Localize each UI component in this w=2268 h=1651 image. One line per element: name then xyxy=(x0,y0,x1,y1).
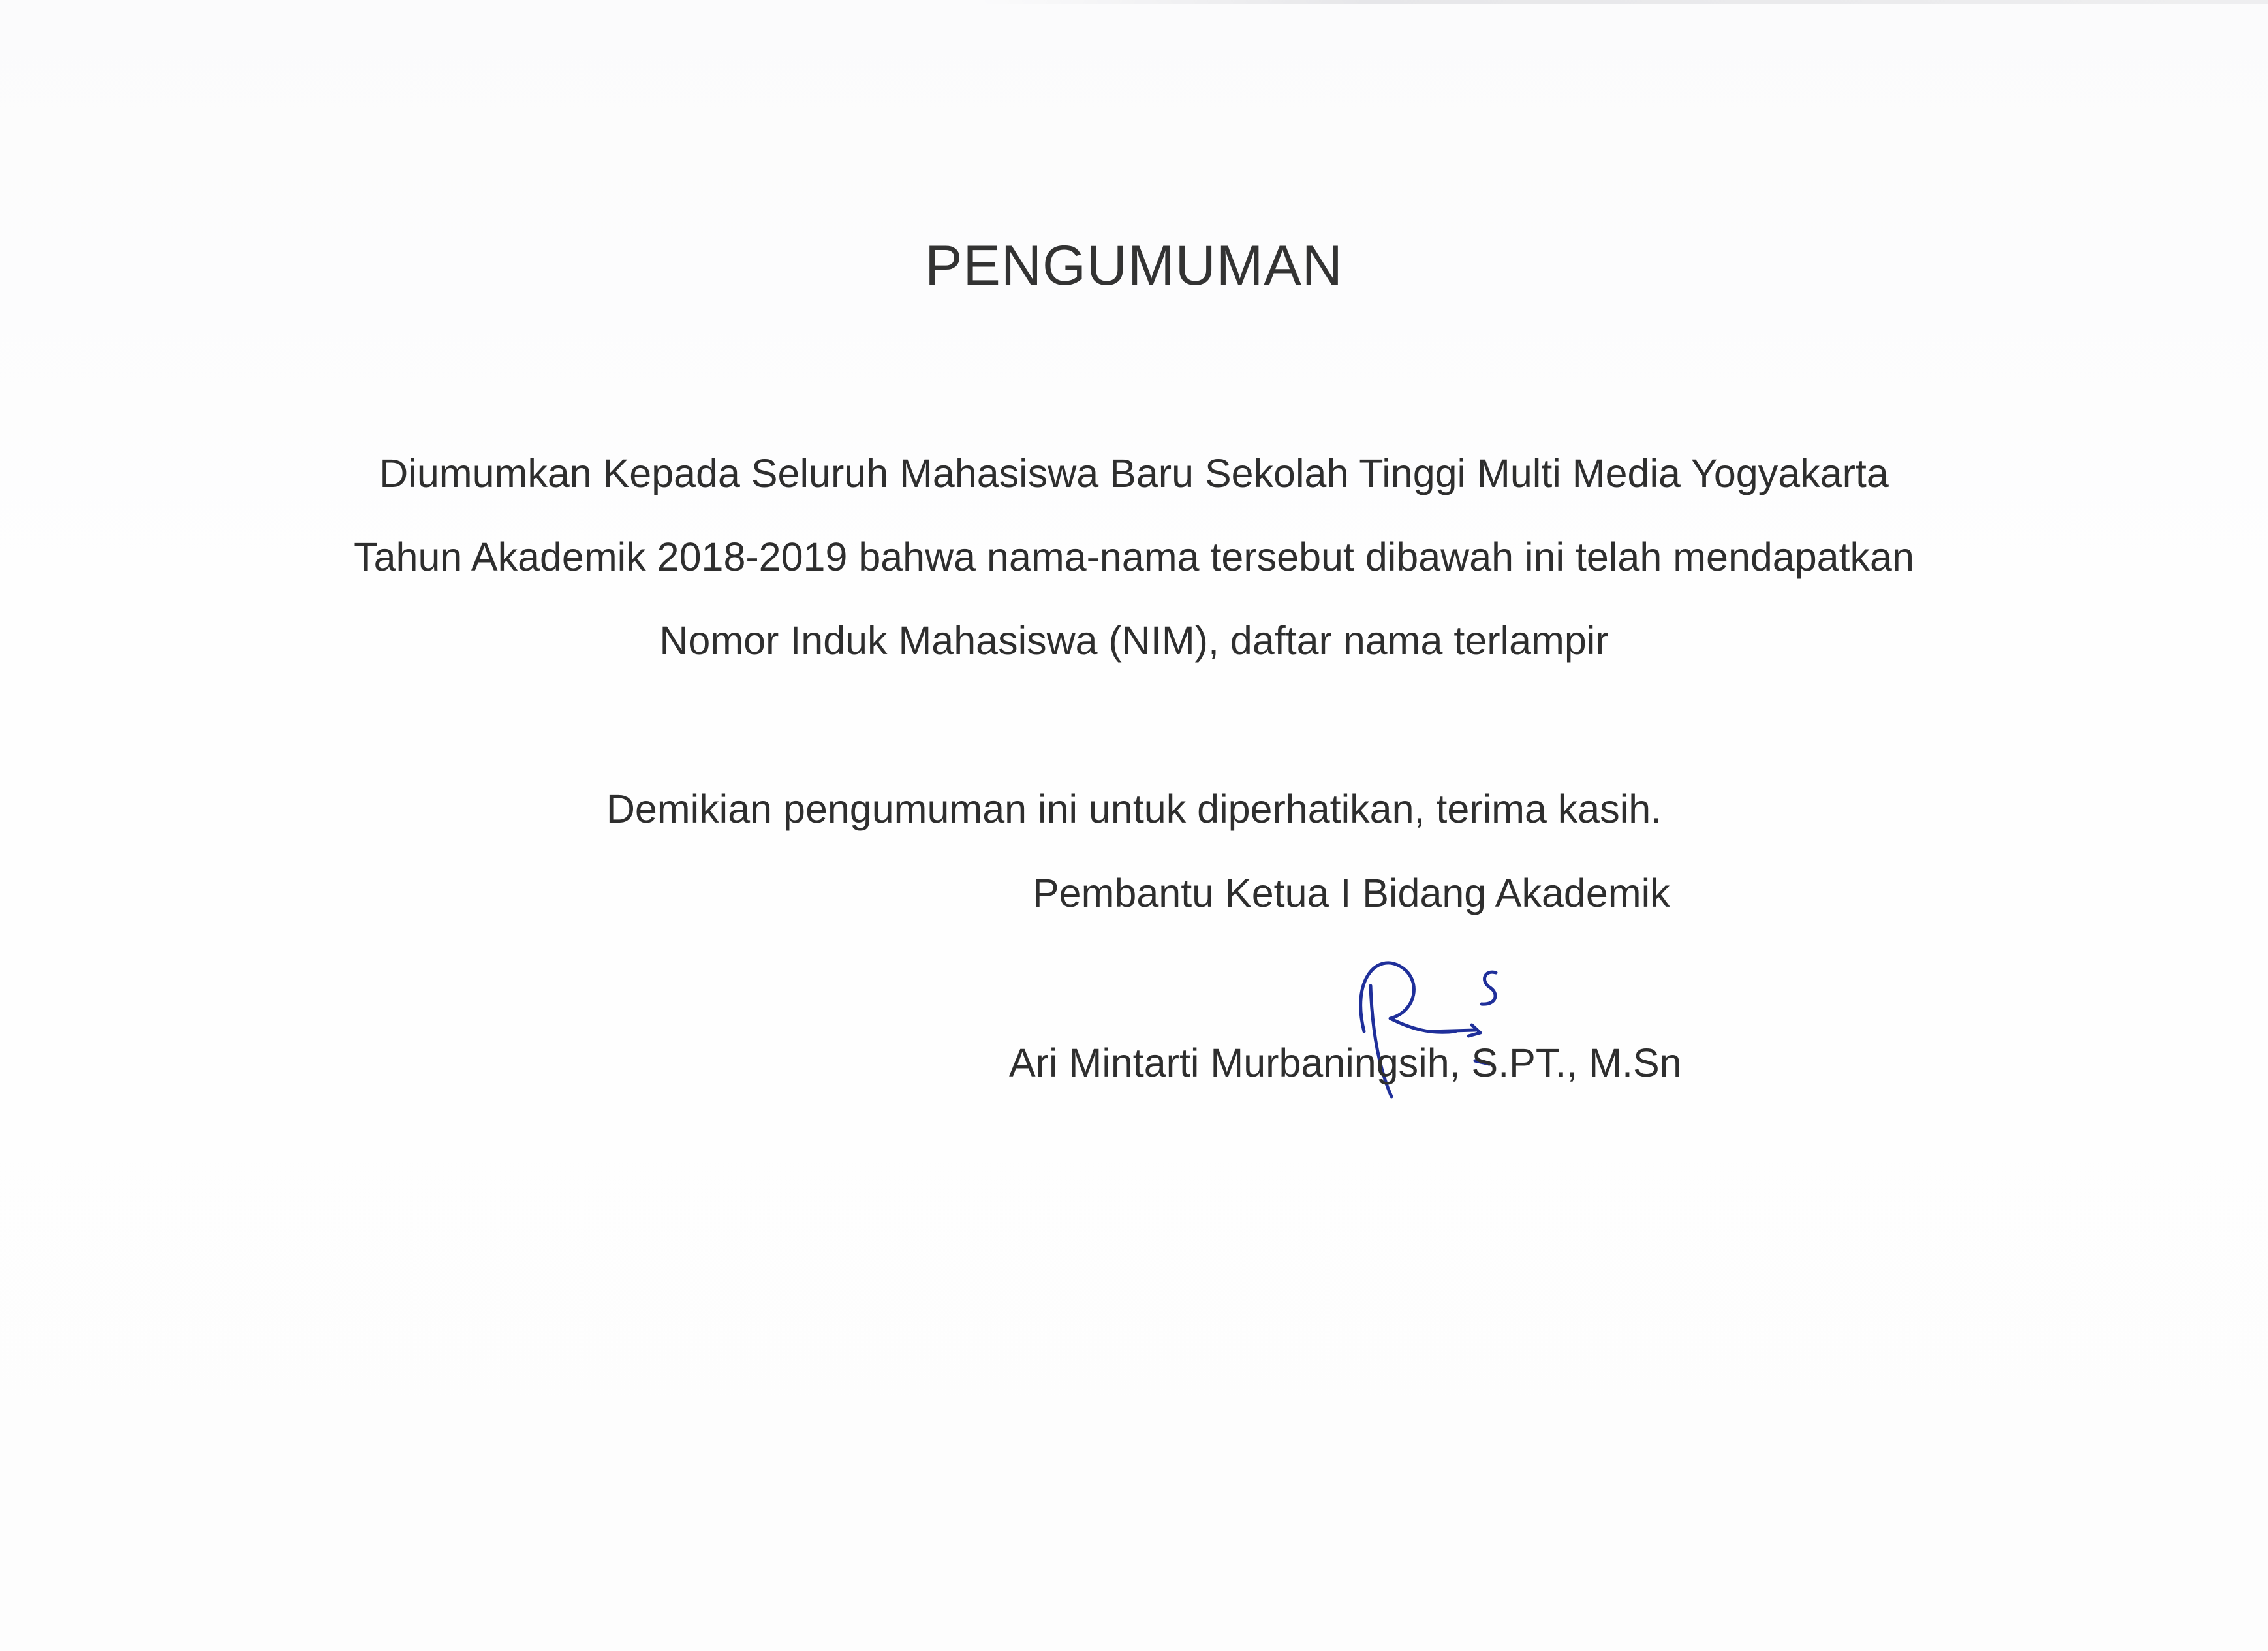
signatory-position: Pembantu Ketua I Bidang Akademik xyxy=(1033,871,1670,915)
closing-sentence: Demikian pengumuman ini untuk diperhatikan, terima kasih. xyxy=(606,787,1662,831)
signatory-name: Ari Mintarti Murbaningsih, S.PT., M.Sn xyxy=(1009,1041,1682,1085)
body-line-3: Nomor Induk Mahasiswa (NIM), daftar nama terlampir xyxy=(659,618,1609,663)
body-line-2: Tahun Akademik 2018-2019 bahwa nama-nama tersebut dibawah ini telah mendapatkan xyxy=(354,535,1914,579)
body-line-1: Diumumkan Kepada Seluruh Mahasiswa Baru Sekolah Tinggi Multi Media Yogyakarta xyxy=(379,451,1889,495)
scan-edge-shadow xyxy=(979,0,2268,4)
page-title: PENGUMUMAN xyxy=(925,234,1343,297)
